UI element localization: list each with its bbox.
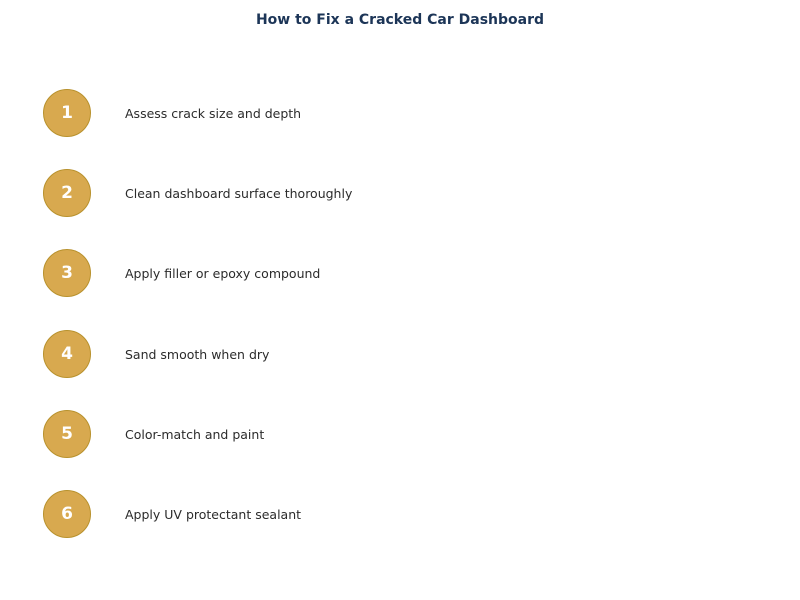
step-1 bbox=[0, 89, 800, 139]
step-number-badge: 3 bbox=[43, 249, 91, 297]
step-5 bbox=[0, 410, 800, 460]
step-number-badge: 6 bbox=[43, 490, 91, 538]
step-label: Apply UV protectant sealant bbox=[125, 507, 302, 522]
step-3 bbox=[0, 249, 800, 299]
step-number-badge: 4 bbox=[43, 330, 91, 378]
diagram-title: How to Fix a Cracked Car Dashboard bbox=[255, 12, 545, 28]
step-number-badge: 5 bbox=[43, 410, 91, 458]
step-label: Color-match and paint bbox=[125, 427, 265, 442]
step-number-badge: 1 bbox=[43, 89, 91, 137]
step-number-badge: 2 bbox=[43, 169, 91, 217]
step-label: Clean dashboard surface thoroughly bbox=[125, 186, 353, 201]
step-6 bbox=[0, 490, 800, 540]
step-label: Sand smooth when dry bbox=[125, 347, 270, 362]
step-2 bbox=[0, 169, 800, 219]
step-4 bbox=[0, 330, 800, 380]
step-label: Assess crack size and depth bbox=[125, 106, 302, 121]
step-label: Apply filler or epoxy compound bbox=[125, 266, 321, 281]
